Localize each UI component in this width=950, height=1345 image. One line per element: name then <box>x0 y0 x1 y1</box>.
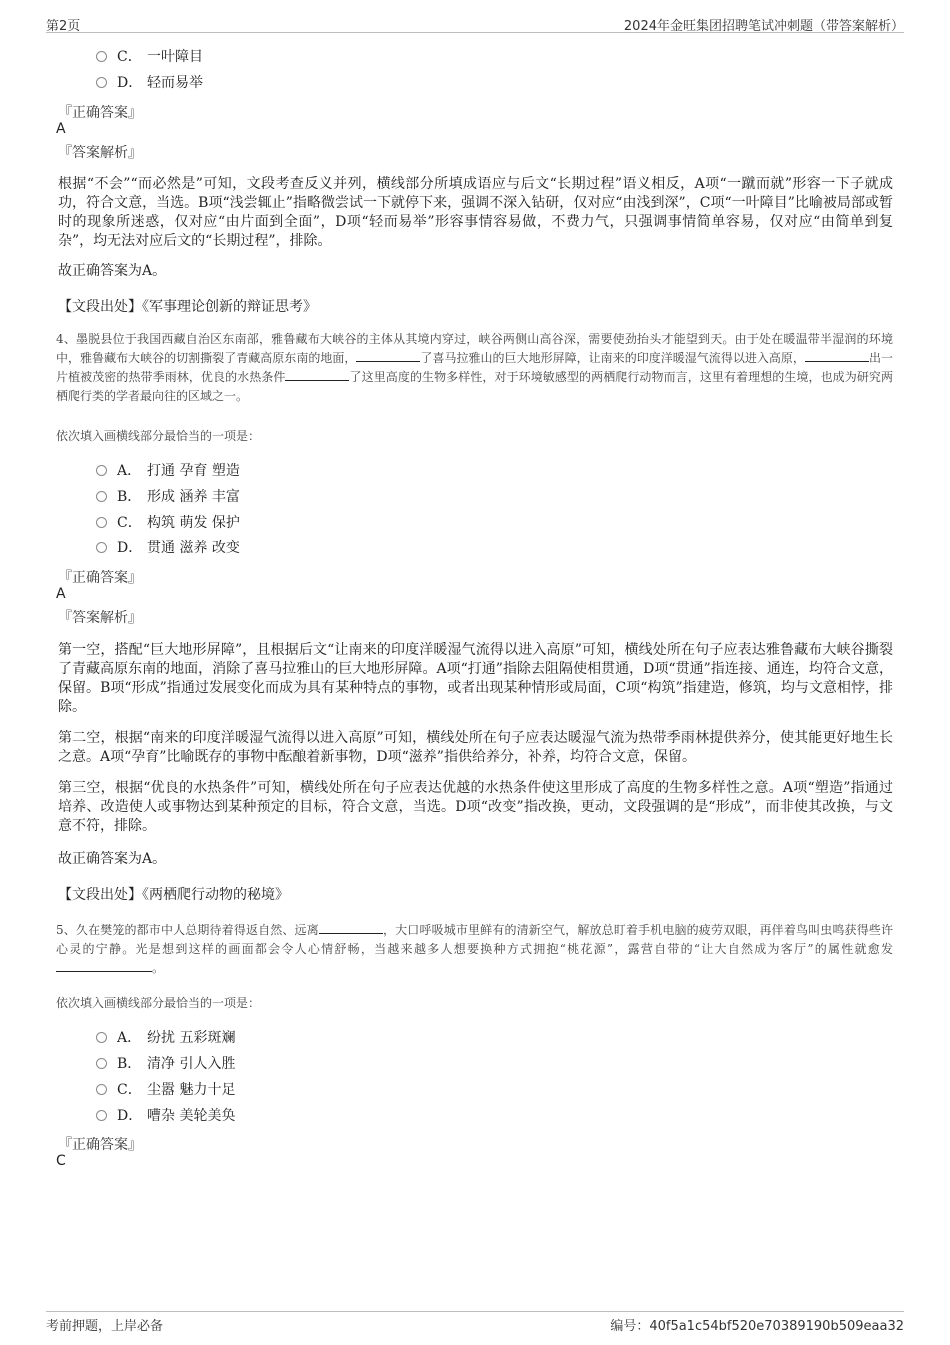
blank-2 <box>56 959 152 972</box>
blank-1 <box>319 921 383 934</box>
conclusion-text: 故正确答案为A。 <box>58 851 167 867</box>
conclusion-text: 故正确答案为A。 <box>58 263 167 279</box>
option-b[interactable]: B． 形成 涵养 丰富 <box>96 487 240 507</box>
answer-value: A <box>56 121 66 137</box>
question-5-text: 5、久在樊笼的都市中人总期待着得返自然、远离 ，大口呼吸城市里鲜有的清新空气，解放总盯着手机电脑的疲劳双眼，再伴着鸟叫虫鸣获得些许心灵的宁静。光是想到这样的画面都会令人心情舒畅，当越来越多人想要换种方式拥抱“桃花源”，露营自带的“让大自然成为客厅”的属性就愈发。 <box>56 923 893 975</box>
option-d[interactable]: D． 轻而易举 <box>96 73 203 93</box>
radio-icon[interactable] <box>96 1110 107 1121</box>
option-d[interactable]: D． 贯通 滋养 改变 <box>96 538 240 558</box>
radio-icon[interactable] <box>96 517 107 528</box>
source-citation: 【文段出处】《两栖爬行动物的秘境》 <box>58 887 289 903</box>
answer-label: 『正确答案』 <box>58 1137 142 1153</box>
radio-icon[interactable] <box>96 77 107 88</box>
option-a[interactable]: A． 打通 孕育 塑造 <box>96 461 240 481</box>
answer-value: A <box>56 586 66 602</box>
analysis-label: 『答案解析』 <box>58 145 142 161</box>
blank-1 <box>356 349 420 362</box>
analysis-text: 根据“不会”“而必然是”可知，文段考查反义并列，横线部分所填成语应与后文“长期过程”语义相反，A项“一蹴而就”形容一下子就成功，符合文意，当选。B项“浅尝辄止”指略微尝试一下就停下来，强调不深入钻研，仅对应“由浅到深”，C项“一叶障目”比喻被局部或暂时的现象所迷惑，仅对应“由片面到全面”，D项“轻而易举”形容事情容易做，不费力气，只强调事情简单容易，仅对应“由简单到复杂”，均无法对应后文的“长期过程”，排除。 <box>58 176 893 249</box>
blank-2 <box>805 349 869 362</box>
page-footer <box>46 1311 904 1336</box>
answer-value: C <box>56 1153 66 1169</box>
question-4-instruction: 依次填入画横线部分最恰当的一项是： <box>56 429 261 443</box>
answer-label: 『正确答案』 <box>58 105 142 121</box>
analysis-text-3: 第三空，根据“优良的水热条件”可知，横线处所在句子应表达优越的水热条件使这里形成了高度的生物多样性之意。A项“塑造”指通过培养、改造使人或事物达到某种预定的目标，符合文意，当选。D项“改变”指改换，更动，文段强调的是“形成”，而非使其改换，与文意不符，排除。 <box>58 780 893 834</box>
analysis-text-2: 第二空，根据“南来的印度洋暖湿气流得以进入高原”可知，横线处所在句子应表达暖湿气流为热带季雨林提供养分，使其能更好地生长之意。A项“孕育”比喻既存的事物中酝酿着新事物，D项“滋养”指供给养分，补养，均符合文意，保留。 <box>58 730 893 765</box>
footer-slogan: 考前押题，上岸必备 <box>46 1319 164 1334</box>
page-number: 第2页 <box>46 19 81 34</box>
option-d[interactable]: D． 嘈杂 美轮美奂 <box>96 1106 235 1126</box>
question-4-text: 4、墨脱县位于我国西藏自治区东南部，雅鲁藏布大峡谷的主体从其境内穿过，峡谷两侧山高谷深，需要使劲抬头才能望到天。由于处在暖温带半湿润的环境中，雅鲁藏布大峡谷的切割撕裂了青藏高原东南的地面， 了喜马拉雅山的巨大地形屏障，让南来的印度洋暖湿气流得以进入高原， 出一片植被茂密的热带季雨林，优良的水热条件 了这里高度的生物多样性，对于环境敏感型的两栖爬行动物而言，这里有着理想的生境，也成为研究两栖爬行类的学者最向往的区域之一。 <box>56 332 893 403</box>
source-citation: 【文段出处】《军事理论创新的辩证思考》 <box>58 299 317 315</box>
analysis-label: 『答案解析』 <box>58 610 142 626</box>
page-header <box>46 14 904 33</box>
analysis-text-1: 第一空，搭配“巨大地形屏障”，且根据后文“让南来的印度洋暖湿气流得以进入高原”可知，横线处所在句子应表达雅鲁藏布大峡谷撕裂了青藏高原东南的地面，消除了喜马拉雅山的巨大地形屏障。A项“打通”指除去阻隔使相贯通，D项“贯通”指连接、通连，均符合文意，保留。B项“形成”指通过发展变化而成为具有某种特点的事物，或者出现某种情形或局面，C项“构筑”指建造，修筑，均与文意相悖，排除。 <box>58 642 893 715</box>
option-a[interactable]: A． 纷扰 五彩斑斓 <box>96 1028 235 1048</box>
blank-3 <box>285 368 349 381</box>
option-c[interactable]: C． 尘嚣 魅力十足 <box>96 1080 235 1100</box>
option-b[interactable]: B． 清净 引人入胜 <box>96 1054 235 1074</box>
document-id: 编号：40f5a1c54bf520e70389190b509eaa32 <box>610 1319 904 1334</box>
radio-icon[interactable] <box>96 1084 107 1095</box>
answer-label: 『正确答案』 <box>58 570 142 586</box>
option-c[interactable]: C． 一叶障目 <box>96 47 203 67</box>
document-title: 2024年金旺集团招聘笔试冲刺题（带答案解析） <box>623 19 904 34</box>
radio-icon[interactable] <box>96 1032 107 1043</box>
radio-icon[interactable] <box>96 465 107 476</box>
radio-icon[interactable] <box>96 542 107 553</box>
radio-icon[interactable] <box>96 1058 107 1069</box>
radio-icon[interactable] <box>96 491 107 502</box>
option-c[interactable]: C． 构筑 萌发 保护 <box>96 513 240 533</box>
question-5-instruction: 依次填入画横线部分最恰当的一项是： <box>56 996 261 1010</box>
radio-icon[interactable] <box>96 51 107 62</box>
